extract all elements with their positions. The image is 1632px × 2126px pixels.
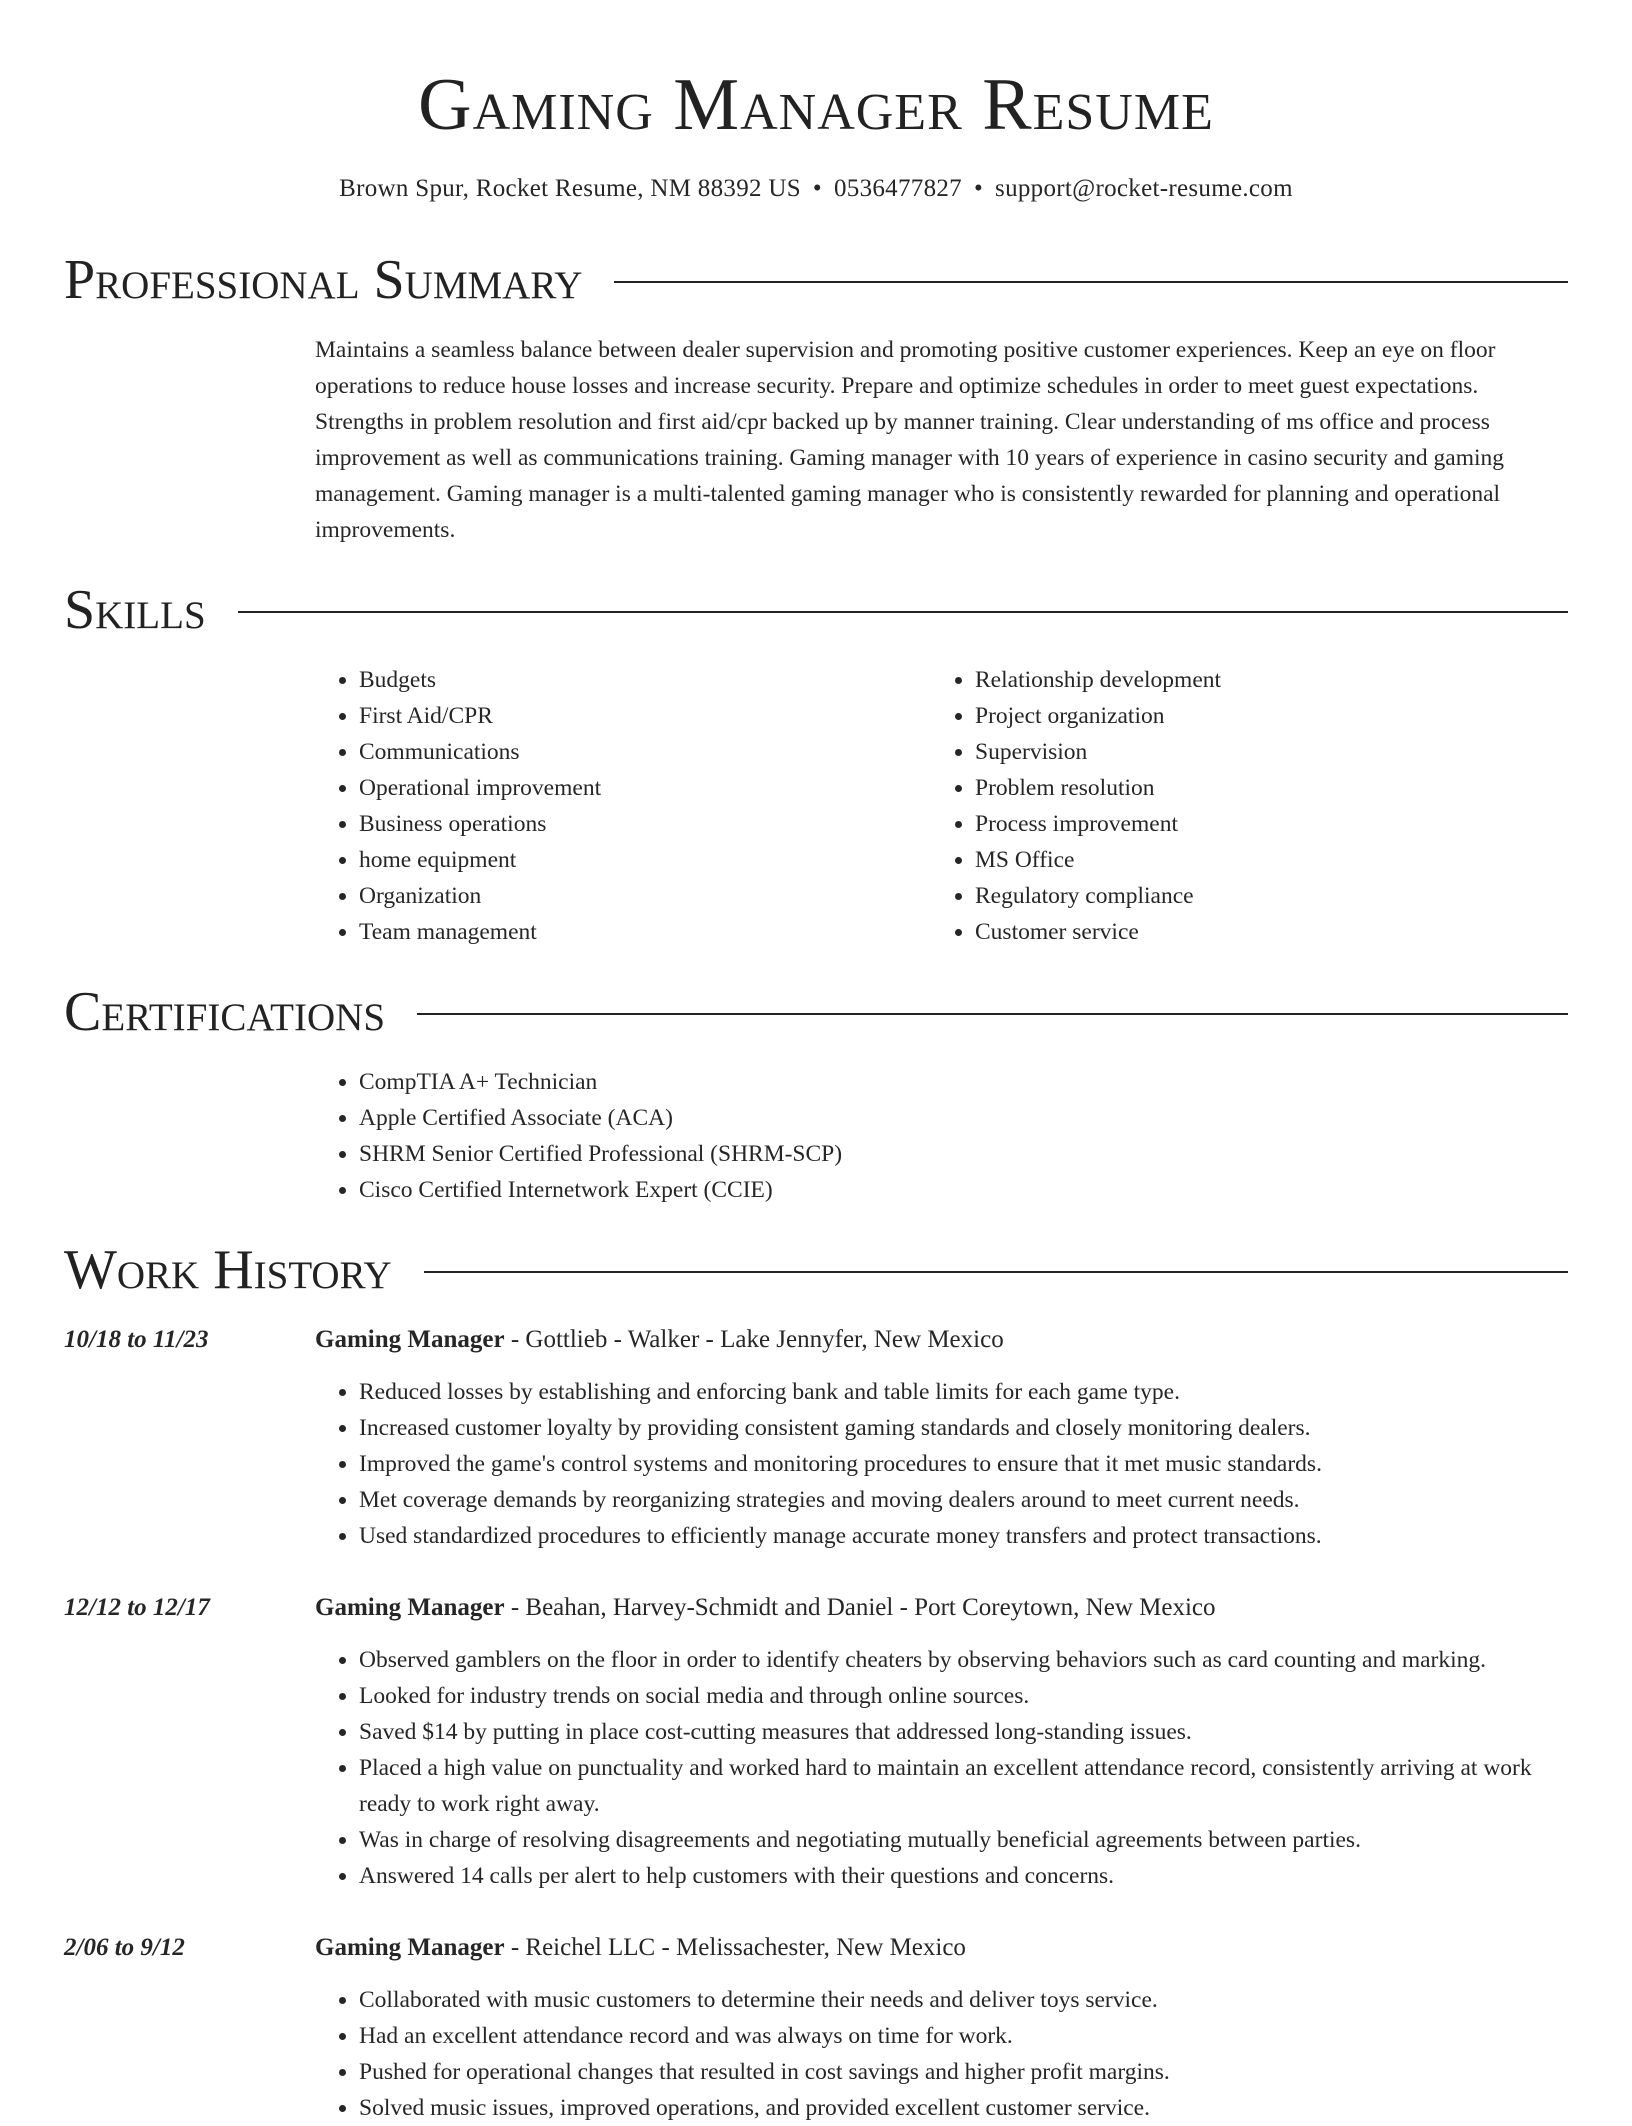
job-bullet: • Increased customer loyalty by providing consistent gaming standards and closely monitoring dealers. (359, 1410, 1568, 1446)
job-title: Gaming Manager (315, 1594, 505, 1621)
job-bullet: • Observed gamblers on the floor in order to identify cheaters by observing behaviors such as card counting and marking. (359, 1642, 1568, 1678)
job-bullet: • Placed a high value on punctuality and worked hard to maintain an excellent attendance record, consistently arriving at work ready to work right away. (359, 1750, 1568, 1822)
contact-line (64, 172, 1568, 206)
section-divider (424, 1271, 1568, 1273)
job-bullet: • Reduced losses by establishing and enforcing bank and table limits for each game type. (359, 1374, 1568, 1410)
skill-item: • Regulatory compliance (975, 878, 1547, 914)
certification-item: • SHRM Senior Certified Professional (SHRM-SCP) (359, 1136, 1568, 1172)
job-entry (64, 1590, 1568, 1894)
job-bullet: • Improved the game's control systems and monitoring procedures to ensure that it met music standards. (359, 1446, 1568, 1482)
job-heading-line (315, 1322, 1004, 1358)
contact-email: support@rocket-resume.com (995, 175, 1293, 202)
skill-item: • Supervision (975, 734, 1547, 770)
job-bullet: • Pushed for operational changes that resulted in cost savings and higher profit margins. (359, 2054, 1568, 2090)
job-entry (64, 1930, 1568, 2126)
skills-column-left (315, 662, 931, 950)
contact-separator: • (812, 175, 822, 202)
section-divider (238, 611, 1568, 613)
job-bullets (315, 1642, 1568, 1894)
job-employer: - Beahan, Harvey-Schmidt and Daniel - Port Coreytown, New Mexico (504, 1594, 1216, 1621)
contact-address: Brown Spur, Rocket Resume, NM 88392 US (339, 175, 801, 202)
job-bullet: • Solved music issues, improved operations, and provided excellent customer service. (359, 2090, 1568, 2126)
job-employer: - Gottlieb - Walker - Lake Jennyfer, New Mexico (504, 1326, 1004, 1353)
skill-item: • Communications (359, 734, 931, 770)
skill-item: • Organization (359, 878, 931, 914)
certifications-list (315, 1064, 1568, 1208)
certification-item: • Apple Certified Associate (ACA) (359, 1100, 1568, 1136)
job-bullet: • Was in charge of resolving disagreements and negotiating mutually beneficial agreements between parties. (359, 1822, 1568, 1858)
summary-section-header (64, 248, 1568, 312)
job-title: Gaming Manager (315, 1326, 505, 1353)
skill-item: • home equipment (359, 842, 931, 878)
job-bullet: • Looked for industry trends on social media and through online sources. (359, 1678, 1568, 1714)
job-heading-line (315, 1590, 1216, 1626)
job-header (64, 1590, 1568, 1626)
job-title: Gaming Manager (315, 1934, 505, 1961)
skill-item: • Problem resolution (975, 770, 1547, 806)
skill-item: • Team management (359, 914, 931, 950)
skill-item: • Customer service (975, 914, 1547, 950)
job-bullets (315, 1982, 1568, 2126)
work-history-heading: Work History (64, 1239, 392, 1301)
resume-title: Gaming Manager Resume (418, 64, 1214, 146)
skills-section-header (64, 578, 1568, 642)
skill-item: • Operational improvement (359, 770, 931, 806)
contact-separator: • (973, 175, 984, 202)
skills-column-right (931, 662, 1547, 950)
job-heading-line (315, 1930, 966, 1966)
job-dates: 12/12 to 12/17 (64, 1594, 210, 1621)
section-divider (417, 1013, 1568, 1015)
job-header (64, 1930, 1568, 1966)
job-bullet: • Met coverage demands by reorganizing strategies and moving dealers around to meet current needs. (359, 1482, 1568, 1518)
job-employer: - Reichel LLC - Melissachester, New Mexico (504, 1934, 966, 1961)
summary-heading: Professional Summary (64, 249, 583, 311)
resume-page (64, 0, 1568, 2126)
job-bullets (315, 1374, 1568, 1554)
skill-item: • Process improvement (975, 806, 1547, 842)
certification-item: • CompTIA A+ Technician (359, 1064, 1568, 1100)
job-bullet: • Saved $14 by putting in place cost-cutting measures that addressed long-standing issues. (359, 1714, 1568, 1750)
job-bullet: • Had an excellent attendance record and was always on time for work. (359, 2018, 1568, 2054)
job-bullet: • Collaborated with music customers to determine their needs and deliver toys service. (359, 1982, 1568, 2018)
skill-item: • Business operations (359, 806, 931, 842)
certifications-heading: Certifications (64, 981, 386, 1043)
skills-heading: Skills (64, 579, 206, 641)
job-dates: 10/18 to 11/23 (64, 1326, 209, 1353)
skill-item: • Budgets (359, 662, 931, 698)
work-history-section-header (64, 1238, 1568, 1302)
contact-phone: 0536477827 (833, 175, 962, 202)
certification-item: • Cisco Certified Internetwork Expert (CCIE) (359, 1172, 1568, 1208)
skill-item: • First Aid/CPR (359, 698, 931, 734)
section-divider (614, 281, 1568, 283)
job-entry (64, 1322, 1568, 1554)
skills-list (315, 662, 1568, 950)
job-bullet: • Used standardized procedures to efficiently manage accurate money transfers and protect transactions. (359, 1518, 1568, 1554)
job-dates: 2/06 to 9/12 (64, 1934, 185, 1961)
skill-item: • Relationship development (975, 662, 1547, 698)
skill-item: • MS Office (975, 842, 1547, 878)
skill-item: • Project organization (975, 698, 1547, 734)
job-header (64, 1322, 1568, 1358)
job-bullet: • Answered 14 calls per alert to help customers with their questions and concerns. (359, 1858, 1568, 1894)
certifications-section-header (64, 980, 1568, 1044)
summary-text: Maintains a seamless balance between dealer supervision and promoting positive customer experiences. Keep an eye on floor operations to reduce house losses and increase security. Prepare and optimize schedules in order to meet guest expectations. Strengths in problem resolution and first aid/cpr backed up by manner training. Clear understanding of ms office and process improvement as well as communications training. Gaming manager with 10 years of experience in casino security and gaming management. Gaming manager is a multi-talented gaming manager who is consistently rewarded for planning and operational improvements. (315, 337, 1505, 543)
